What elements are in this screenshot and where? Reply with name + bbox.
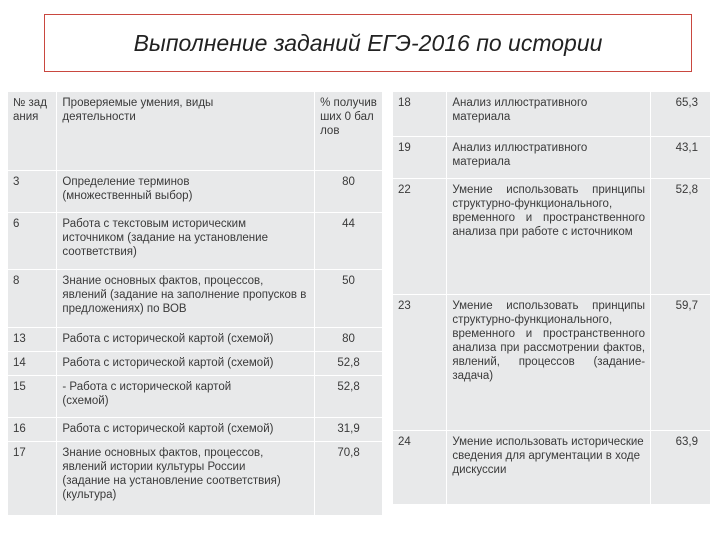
task-percent: 59,7	[651, 294, 711, 430]
left-results-table	[8, 92, 383, 516]
task-skills: Умение использовать принципы структурно-функционального, временного и пространственного анализа при работе с источником	[447, 178, 651, 294]
task-percent: 31,9	[315, 417, 383, 441]
header-skills: Проверяемые умения, виды деятельности	[57, 92, 315, 170]
table-row	[8, 417, 383, 441]
task-number: 8	[8, 269, 57, 327]
table-row	[393, 92, 711, 136]
title-box	[44, 14, 692, 72]
table-row	[8, 441, 383, 515]
task-number: 6	[8, 212, 57, 269]
task-number: 16	[8, 417, 57, 441]
task-number: 22	[393, 178, 447, 294]
table-row	[393, 178, 711, 294]
task-skills: Работа с исторической картой (схемой)	[57, 327, 315, 351]
table-row	[8, 269, 383, 327]
task-percent: 80	[315, 170, 383, 212]
task-percent: 52,8	[315, 351, 383, 375]
task-number: 3	[8, 170, 57, 212]
task-number: 23	[393, 294, 447, 430]
task-skills: Определение терминов (множественный выбор)	[57, 170, 315, 212]
task-number: 14	[8, 351, 57, 375]
task-number: 13	[8, 327, 57, 351]
task-percent: 63,9	[651, 430, 711, 504]
task-number: 19	[393, 136, 447, 178]
task-skills: Знание основных фактов, процессов, явлений истории культуры России (задание на установление соответствия)(культура)	[57, 441, 315, 515]
task-percent: 52,8	[651, 178, 711, 294]
task-skills: Работа с текстовым историческим источником (задание на установление соответствия)	[57, 212, 315, 269]
header-task-number: № задания	[8, 92, 57, 170]
table-row	[8, 375, 383, 417]
table-row	[393, 136, 711, 178]
task-number: 18	[393, 92, 447, 136]
task-skills: - Работа с исторической картой (схемой)	[57, 375, 315, 417]
task-percent: 65,3	[651, 92, 711, 136]
task-number: 15	[8, 375, 57, 417]
table-row	[8, 170, 383, 212]
table-row	[8, 327, 383, 351]
task-skills: Умение использовать принципы структурно-функционального, временного и пространственного анализа при рассмотрении фактов, явлений, процессов (задание-задача)	[447, 294, 651, 430]
table-header-row	[8, 92, 383, 170]
task-percent: 52,8	[315, 375, 383, 417]
task-percent: 80	[315, 327, 383, 351]
task-number: 24	[393, 430, 447, 504]
table-row	[393, 430, 711, 504]
task-number: 17	[8, 441, 57, 515]
task-percent: 43,1	[651, 136, 711, 178]
table-row	[8, 212, 383, 269]
page-title: Выполнение заданий ЕГЭ-2016 по истории	[133, 29, 603, 56]
right-results-table	[393, 92, 711, 505]
task-skills: Работа с исторической картой (схемой)	[57, 351, 315, 375]
task-percent: 44	[315, 212, 383, 269]
task-skills: Знание основных фактов, процессов, явлений (задание на заполнение пропусков в предложениях) по ВОВ	[57, 269, 315, 327]
table-row	[393, 294, 711, 430]
task-skills: Анализ иллюстративного материала	[447, 92, 651, 136]
task-skills: Работа с исторической картой (схемой)	[57, 417, 315, 441]
task-skills: Умение использовать исторические сведения для аргументации в ходе дискуссии	[447, 430, 651, 504]
header-percent: % получивших 0 баллов	[315, 92, 383, 170]
task-percent: 50	[315, 269, 383, 327]
task-percent: 70,8	[315, 441, 383, 515]
table-row	[8, 351, 383, 375]
task-skills: Анализ иллюстративного материала	[447, 136, 651, 178]
